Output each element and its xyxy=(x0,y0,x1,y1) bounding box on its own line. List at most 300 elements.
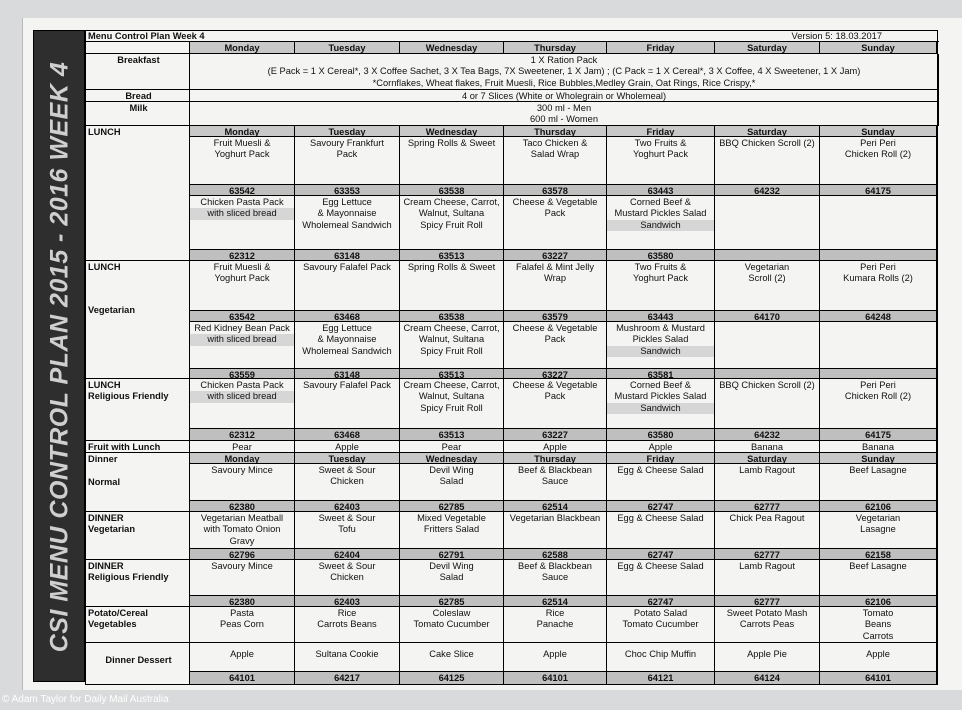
potato-veg-3 xyxy=(504,607,607,643)
text-line: Pack xyxy=(544,391,566,402)
text-line: Two Fruits & xyxy=(634,262,687,272)
lunch-normal-a-item-2 xyxy=(400,137,504,185)
text-line: Chicken xyxy=(330,476,364,487)
text-line: Savoury Falafel Pack xyxy=(303,380,391,390)
potato-veg-5 xyxy=(715,607,820,643)
lunch-rel-code-2: 63513 xyxy=(400,429,504,441)
text-line: Tomato Cucumber xyxy=(413,619,490,630)
dinner-veg-item-5 xyxy=(715,512,820,549)
text-line: Pasta xyxy=(230,608,254,618)
lunch-veg-b-code-2: 63513 xyxy=(400,369,504,379)
lunch-veg-b-item-2 xyxy=(400,322,504,369)
dinner-veg-item-6 xyxy=(820,512,937,549)
lunch-rel-code-5: 64232 xyxy=(715,429,820,441)
text-line: Fruit Muesli & xyxy=(213,262,271,272)
text-line: Vegetarian xyxy=(855,513,901,523)
dinner-rel-code-3: 62514 xyxy=(504,596,607,607)
dinner-veg-code-6: 62158 xyxy=(820,549,937,560)
side-title: CSI MENU CONTROL PLAN 2015 - 2016 WEEK 4 xyxy=(45,61,74,653)
text-line: Devil Wing xyxy=(429,561,474,571)
text-line: Egg Lettuce xyxy=(322,323,372,333)
lunch-normal-b-code-5 xyxy=(715,250,820,261)
text-line: Panache xyxy=(536,619,574,630)
milk-label: Milk xyxy=(86,102,190,126)
dinner-rel-code-2: 62785 xyxy=(400,596,504,607)
breakfast-cell xyxy=(190,54,939,90)
text-line: with sliced bread xyxy=(190,334,294,345)
lunch-veg-b-code-4: 63581 xyxy=(607,369,715,379)
dinner-normal-code-3: 62514 xyxy=(504,501,607,512)
dessert-item-5: Apple Pie xyxy=(715,643,820,672)
vegetarian-label: Vegetarian xyxy=(88,305,136,316)
lunch-normal-b-code-1: 63148 xyxy=(295,250,400,261)
text-line: Corned Beef & xyxy=(630,197,691,207)
text-line: Cream Cheese, Carrot, xyxy=(403,323,500,333)
lunch-normal-label-block: LUNCH xyxy=(86,126,190,261)
dessert-item-0: Apple xyxy=(190,643,295,672)
text-line: LUNCH xyxy=(88,380,121,390)
lunch-veg-a-item-1 xyxy=(295,261,400,311)
text-line: Yoghurt Pack xyxy=(214,273,270,284)
text-line: Religious Friendly xyxy=(88,572,169,583)
lunch-veg-b-item-6 xyxy=(820,322,937,369)
lunch-veg-a-code-4: 63443 xyxy=(607,311,715,322)
text-line: Kumara Rolls (2) xyxy=(843,273,913,284)
text-line: Religious Friendly xyxy=(88,391,169,402)
text-line: with Tomato Onion xyxy=(203,524,281,535)
lunch-rel-item-5 xyxy=(715,379,820,429)
lunch-vegetarian-label-block xyxy=(86,261,190,379)
version-label: Version 5: 18.03.2017 xyxy=(791,31,882,41)
text-line: Mushroom & Mustard xyxy=(616,323,705,333)
text-line: Lasagne xyxy=(860,524,896,535)
text-line: DINNER xyxy=(88,561,124,571)
text-line: Carrots Peas xyxy=(739,619,795,630)
text-line: Carrots xyxy=(862,630,894,641)
dinner-day-0: Monday xyxy=(190,453,295,464)
text-line: Peri Peri xyxy=(860,138,896,148)
text-line: DINNER xyxy=(88,513,124,523)
text-line: LUNCH xyxy=(88,262,121,272)
lunch-day-6: Sunday xyxy=(820,126,937,137)
lunch-normal-b-item-0 xyxy=(190,196,295,250)
text-line: Yoghurt Pack xyxy=(633,149,688,160)
fruit-3: Apple xyxy=(504,441,607,453)
lunch-day-4: Friday xyxy=(607,126,715,137)
lunch-rel-code-0: 62312 xyxy=(190,429,295,441)
text-line: Sweet & Sour xyxy=(318,465,376,475)
lunch-veg-a-code-6: 64248 xyxy=(820,311,937,322)
dinner-religious-label-block xyxy=(86,560,190,607)
text-line: Mixed Vegetable xyxy=(417,513,486,523)
lunch-rel-code-3: 63227 xyxy=(504,429,607,441)
lunch-normal-a-item-3 xyxy=(504,137,607,185)
text-line: Two Fruits & xyxy=(634,138,687,148)
fruit-5: Banana xyxy=(715,441,820,453)
text-line: Egg & Cheese Salad xyxy=(617,561,704,571)
lunch-normal-a-code-1: 63353 xyxy=(295,185,400,196)
fruit-1: Apple xyxy=(295,441,400,453)
lunch-normal-a-code-4: 63443 xyxy=(607,185,715,196)
dessert-item-2: Cake Slice xyxy=(400,643,504,672)
text-line: Peas Corn xyxy=(220,619,264,630)
dinner-normal-code-1: 62403 xyxy=(295,501,400,512)
dinner-normal-code-4: 62747 xyxy=(607,501,715,512)
lunch-veg-a-item-6 xyxy=(820,261,937,311)
text-line: Sauce xyxy=(541,572,569,583)
lunch-normal-b-code-2: 63513 xyxy=(400,250,504,261)
text-line: Chicken xyxy=(330,572,364,583)
dinner-rel-item-5 xyxy=(715,560,820,596)
text-line: Devil Wing xyxy=(429,465,474,475)
dinner-day-2: Wednesday xyxy=(400,453,504,464)
text-line: Savoury Frankfurt xyxy=(310,138,384,148)
lunch-normal-a-code-2: 63538 xyxy=(400,185,504,196)
dinner-veg-code-3: 62588 xyxy=(504,549,607,560)
text-line: Sweet Potato Mash xyxy=(726,608,808,618)
dessert-item-3: Apple xyxy=(504,643,607,672)
text-line: Carrots Beans xyxy=(317,619,377,630)
text-line: Sweet & Sour xyxy=(318,513,376,523)
fruit-4: Apple xyxy=(607,441,715,453)
lunch-veg-a-code-3: 63579 xyxy=(504,311,607,322)
text-line: Spicy Fruit Roll xyxy=(420,345,483,356)
dinner-veg-code-1: 62404 xyxy=(295,549,400,560)
lunch-day-2: Wednesday xyxy=(400,126,504,137)
dinner-veg-item-3 xyxy=(504,512,607,549)
text-line: Beef & Blackbean xyxy=(518,465,592,475)
lunch-rel-item-2 xyxy=(400,379,504,429)
lunch-veg-b-code-3: 63227 xyxy=(504,369,607,379)
dinner-veg-code-5: 62777 xyxy=(715,549,820,560)
lunch-normal-a-code-0: 63542 xyxy=(190,185,295,196)
lunch-veg-b-item-4 xyxy=(607,322,715,369)
lunch-normal-a-item-4 xyxy=(607,137,715,185)
dinner-day-5: Saturday xyxy=(715,453,820,464)
text-line: Savoury Falafel Pack xyxy=(303,262,391,272)
lunch-rel-item-0 xyxy=(190,379,295,429)
text-line: Egg & Cheese Salad xyxy=(617,513,704,523)
lunch-veg-a-item-0 xyxy=(190,261,295,311)
dessert-code-1: 64217 xyxy=(295,672,400,685)
text-line: Vegetables xyxy=(88,619,137,630)
lunch-day-3: Thursday xyxy=(504,126,607,137)
lunch-normal-b-item-1 xyxy=(295,196,400,250)
text-line: Pickles Salad xyxy=(632,334,689,345)
text-line: (E Pack = 1 X Cereal*, 3 X Coffee Sachet, 3 X Tea Bags, 7X Sweetener, 1 X Jam) ; (C Pack = 1 X Cereal*, 3 X Coffee, 4 X Sweetener, 1 X Jam) xyxy=(267,66,861,77)
dinner-normal-item-0 xyxy=(190,464,295,501)
lunch-normal-a-item-6 xyxy=(820,137,937,185)
dinner-rel-code-0: 62380 xyxy=(190,596,295,607)
dinner-rel-code-4: 62747 xyxy=(607,596,715,607)
fruit-0: Pear xyxy=(190,441,295,453)
text-line: Savoury Mince xyxy=(211,465,273,475)
lunch-rel-code-6: 64175 xyxy=(820,429,937,441)
dinner-veg-item-1 xyxy=(295,512,400,549)
dinner-normal-code-0: 62380 xyxy=(190,501,295,512)
text-line: Cheese & Vegetable xyxy=(512,380,598,390)
text-line: Cream Cheese, Carrot, xyxy=(403,380,500,390)
dinner-normal-item-2 xyxy=(400,464,504,501)
text-line: Vegetarian Meatball xyxy=(200,513,284,523)
dinner-veg-code-0: 62796 xyxy=(190,549,295,560)
text-line: Sandwich xyxy=(607,346,714,357)
dinner-normal-item-4 xyxy=(607,464,715,501)
dinner-normal-code-2: 62785 xyxy=(400,501,504,512)
header-day-0: Monday xyxy=(190,42,295,54)
dessert-code-0: 64101 xyxy=(190,672,295,685)
lunch-normal-b-item-4 xyxy=(607,196,715,250)
text-line: Beef Lasagne xyxy=(849,465,907,475)
lunch-day-5: Saturday xyxy=(715,126,820,137)
side-title-band xyxy=(33,30,85,682)
dessert-item-1: Sultana Cookie xyxy=(295,643,400,672)
dessert-code-4: 64121 xyxy=(607,672,715,685)
lunch-normal-b-code-3: 63227 xyxy=(504,250,607,261)
text-line: Spicy Fruit Roll xyxy=(420,219,483,230)
text-line: Gravy xyxy=(229,535,255,546)
dessert-code-5: 64124 xyxy=(715,672,820,685)
dessert-item-6: Apple xyxy=(820,643,937,672)
lunch-veg-a-item-5 xyxy=(715,261,820,311)
lunch-normal-a-code-6: 64175 xyxy=(820,185,937,196)
lunch-normal-b-code-4: 63580 xyxy=(607,250,715,261)
lunch-veg-a-item-2 xyxy=(400,261,504,311)
potato-veg-6 xyxy=(820,607,937,643)
dinner-day-4: Friday xyxy=(607,453,715,464)
dessert-code-2: 64125 xyxy=(400,672,504,685)
text-line: Mustard Pickles Salad xyxy=(614,391,707,402)
dinner-normal-item-1 xyxy=(295,464,400,501)
text-line: 1 X Ration Pack xyxy=(530,55,598,65)
text-line: Rice xyxy=(545,608,565,618)
text-line: Cheese & Vegetable xyxy=(512,197,598,207)
text-line: *Cornflakes, Wheat flakes, Fruit Muesli, Rice Bubbles,Medley Grain, Oat Rings, Rice Crispy,* xyxy=(372,77,756,88)
dessert-item-4: Choc Chip Muffin xyxy=(607,643,715,672)
text-line: Vegetarian xyxy=(744,262,790,272)
dinner-rel-item-4 xyxy=(607,560,715,596)
text-line: Chicken Pasta Pack xyxy=(200,380,284,390)
header-day-4: Friday xyxy=(607,42,715,54)
text-line: & Mayonnaise xyxy=(317,334,377,345)
photo-credit: © Adam Taylor for Daily Mail Australia xyxy=(2,694,169,705)
fruit-6: Banana xyxy=(820,441,937,453)
text-line: Egg Lettuce xyxy=(322,197,372,207)
bread-cell: 4 or 7 Slices (White or Wholegrain or Wholemeal) xyxy=(190,90,939,102)
text-line: Cream Cheese, Carrot, xyxy=(403,197,500,207)
header-day-3: Thursday xyxy=(504,42,607,54)
text-line: Spicy Fruit Roll xyxy=(420,402,483,413)
dinner-rel-code-6: 62106 xyxy=(820,596,937,607)
lunch-veg-a-item-4 xyxy=(607,261,715,311)
text-line: Falafel & Mint Jelly xyxy=(515,262,595,272)
text-line: Sauce xyxy=(541,476,569,487)
text-line: Sweet & Sour xyxy=(318,561,376,571)
lunch-rel-code-4: 63580 xyxy=(607,429,715,441)
text-line: Wholemeal Sandwich xyxy=(302,345,392,356)
milk-cell xyxy=(190,102,939,126)
text-line: Lamb Ragout xyxy=(739,561,795,571)
text-line: & Mayonnaise xyxy=(317,208,377,219)
dinner-rel-code-1: 62403 xyxy=(295,596,400,607)
dinner-rel-item-1 xyxy=(295,560,400,596)
lunch-veg-a-code-5: 64170 xyxy=(715,311,820,322)
dinner-day-1: Tuesday xyxy=(295,453,400,464)
dinner-rel-code-5: 62777 xyxy=(715,596,820,607)
text-line: Mustard Pickles Salad xyxy=(614,208,707,219)
lunch-veg-a-code-1: 63468 xyxy=(295,311,400,322)
text-line: Lamb Ragout xyxy=(739,465,795,475)
text-line: Potato Salad xyxy=(633,608,688,618)
dinner-normal-code-5: 62777 xyxy=(715,501,820,512)
text-line: Peri Peri xyxy=(860,380,896,390)
text-line: Spring Rolls & Sweet xyxy=(407,138,496,148)
lunch-veg-b-code-0: 63559 xyxy=(190,369,295,379)
text-line: Yoghurt Pack xyxy=(214,149,270,160)
text-line: Scroll (2) xyxy=(748,273,786,284)
lunch-religious-label-block xyxy=(86,379,190,441)
lunch-normal-b-item-6 xyxy=(820,196,937,250)
text-line: Chicken Pasta Pack xyxy=(200,197,284,207)
dinner-veg-item-0 xyxy=(190,512,295,549)
bread-label: Bread xyxy=(86,90,190,102)
dinner-vegetarian-label-block xyxy=(86,512,190,560)
lunch-normal-b-code-6 xyxy=(820,250,937,261)
dinner-veg-item-4 xyxy=(607,512,715,549)
text-line: Tomato Cucumber xyxy=(622,619,699,630)
dinner-veg-item-2 xyxy=(400,512,504,549)
text-line: Vegetarian Blackbean xyxy=(509,513,601,523)
text-line: Tofu xyxy=(338,524,356,535)
text-line: Fruit Muesli & xyxy=(213,138,271,148)
lunch-rel-item-3 xyxy=(504,379,607,429)
lunch-veg-b-item-1 xyxy=(295,322,400,369)
lunch-normal-a-code-5: 64232 xyxy=(715,185,820,196)
text-line: Coleslaw xyxy=(432,608,471,618)
text-line: Yoghurt Pack xyxy=(633,273,688,284)
lunch-rel-code-1: 63468 xyxy=(295,429,400,441)
header-day-6: Sunday xyxy=(820,42,937,54)
header-day-2: Wednesday xyxy=(400,42,504,54)
text-line: Rice xyxy=(337,608,357,618)
text-line: Wholemeal Sandwich xyxy=(302,219,392,230)
text-line: Walnut, Sultana xyxy=(418,208,485,219)
dessert-code-6: 64101 xyxy=(820,672,937,685)
text-line: Beans xyxy=(864,619,892,630)
text-line: Beef Lasagne xyxy=(849,561,907,571)
text-line: Walnut, Sultana xyxy=(418,334,485,345)
dinner-day-3: Thursday xyxy=(504,453,607,464)
dinner-rel-item-2 xyxy=(400,560,504,596)
header-label-blank xyxy=(86,42,190,54)
lunch-normal-a-item-5 xyxy=(715,137,820,185)
text-line: Tomato xyxy=(862,608,894,618)
potato-veg-2 xyxy=(400,607,504,643)
text-line: Red Kidney Bean Pack xyxy=(194,323,290,333)
text-line: Salad Wrap xyxy=(530,149,580,160)
dinner-normal-label: Normal xyxy=(88,477,121,488)
text-line: with sliced bread xyxy=(190,391,294,402)
lunch-veg-b-code-1: 63148 xyxy=(295,369,400,379)
dinner-normal-label-block xyxy=(86,453,190,512)
text-line: Salad xyxy=(439,476,464,487)
dinner-veg-code-4: 62747 xyxy=(607,549,715,560)
breakfast-label: Breakfast xyxy=(86,54,190,90)
lunch-normal-a-item-1 xyxy=(295,137,400,185)
fruit-label: Fruit with Lunch xyxy=(86,441,190,453)
lunch-normal-b-item-3 xyxy=(504,196,607,250)
dinner-normal-code-6: 62106 xyxy=(820,501,937,512)
text-line: Savoury Mince xyxy=(211,561,273,571)
text-line: Beef & Blackbean xyxy=(518,561,592,571)
text-line: Salad xyxy=(439,572,464,583)
lunch-veg-b-item-0 xyxy=(190,322,295,369)
dinner-dessert-label: Dinner Dessert xyxy=(86,643,190,685)
text-line: Corned Beef & xyxy=(630,380,691,390)
lunch-normal-a-item-0 xyxy=(190,137,295,185)
menu-table xyxy=(85,30,938,685)
dinner-veg-code-2: 62791 xyxy=(400,549,504,560)
lunch-veg-b-item-3 xyxy=(504,322,607,369)
lunch-day-0: Monday xyxy=(190,126,295,137)
text-line: 300 ml - Men xyxy=(536,103,592,113)
text-line: Spring Rolls & Sweet xyxy=(407,262,496,272)
lunch-normal-b-code-0: 62312 xyxy=(190,250,295,261)
lunch-veg-b-item-5 xyxy=(715,322,820,369)
lunch-rel-item-4 xyxy=(607,379,715,429)
text-line: Chicken Roll (2) xyxy=(844,149,912,160)
text-line: Sandwich xyxy=(607,220,714,231)
text-line: Peri Peri xyxy=(860,262,896,272)
lunch-day-1: Tuesday xyxy=(295,126,400,137)
text-line: Potato/Cereal xyxy=(88,608,148,618)
header-day-1: Tuesday xyxy=(295,42,400,54)
dinner-normal-item-6 xyxy=(820,464,937,501)
text-line: Egg & Cheese Salad xyxy=(617,465,704,475)
text-line: BBQ Chicken Scroll (2) xyxy=(719,380,815,390)
text-line: Pack xyxy=(544,334,566,345)
lunch-normal-a-code-3: 63578 xyxy=(504,185,607,196)
dinner-rel-item-3 xyxy=(504,560,607,596)
lunch-normal-b-item-5 xyxy=(715,196,820,250)
fruit-2: Pear xyxy=(400,441,504,453)
text-line: with sliced bread xyxy=(190,208,294,219)
dinner-day-6: Sunday xyxy=(820,453,937,464)
text-line: Cheese & Vegetable xyxy=(512,323,598,333)
text-line: Chicken Roll (2) xyxy=(844,391,912,402)
text-line: Pack xyxy=(336,149,358,160)
dinner-normal-item-3 xyxy=(504,464,607,501)
text-line: Dinner xyxy=(88,454,118,464)
text-line: Sandwich xyxy=(607,403,714,414)
text-line: BBQ Chicken Scroll (2) xyxy=(719,138,815,148)
lunch-rel-item-6 xyxy=(820,379,937,429)
text-line: Walnut, Sultana xyxy=(418,391,485,402)
dessert-code-3: 64101 xyxy=(504,672,607,685)
lunch-rel-item-1 xyxy=(295,379,400,429)
text-line: Pack xyxy=(544,208,566,219)
lunch-veg-a-code-2: 63538 xyxy=(400,311,504,322)
text-line: Vegetarian xyxy=(88,524,136,535)
lunch-veg-b-code-5 xyxy=(715,369,820,379)
dinner-rel-item-0 xyxy=(190,560,295,596)
potato-veg-4 xyxy=(607,607,715,643)
lunch-veg-b-code-6 xyxy=(820,369,937,379)
text-line: Taco Chicken & xyxy=(522,138,588,148)
text-line: Chick Pea Ragout xyxy=(729,513,805,523)
text-line: Fritters Salad xyxy=(423,524,480,535)
potato-cereal-label-block xyxy=(86,607,190,643)
